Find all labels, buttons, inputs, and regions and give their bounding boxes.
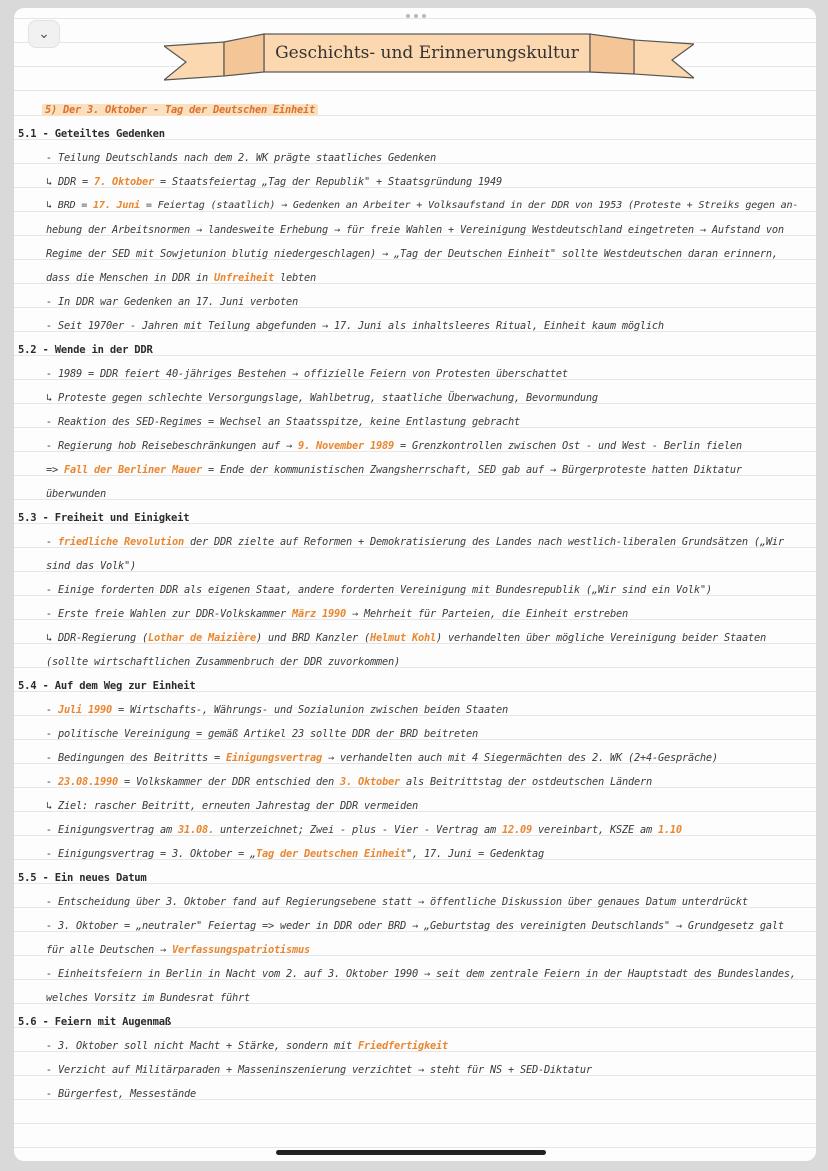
section-heading: 5.3 - Freiheit und Einigkeit [18, 512, 190, 524]
note-text: → Mehrheit für Parteien, die Einheit erstreben [345, 608, 628, 620]
note-line [46, 986, 250, 1010]
note-text: - Einheitsfeiern in Berlin in Nacht vom 2. auf 3. Oktober 1990 → seit dem zentrale Feiern in der Hauptstadt des Bundeslandes, [46, 968, 796, 980]
highlighted-term: 17. Juni [93, 200, 141, 211]
note-line [46, 602, 628, 626]
note-line [46, 650, 400, 674]
note-text: - Einige forderten DDR als eigenen Staat, andere forderten Vereinigung mit Bundesrepublik („Wir sind ein Volk") [46, 584, 712, 596]
note-line [46, 746, 718, 770]
section-heading: 5.5 - Ein neues Datum [18, 872, 147, 884]
note-text: dass die Menschen in DDR in [46, 272, 214, 284]
note-line [46, 818, 682, 842]
note-line [46, 242, 778, 266]
note-text: der DDR zielte auf Reformen + Demokratisierung des Landes nach westlich-liberalen Grundsätzen („Wir [183, 536, 784, 548]
highlighted-term: Helmut Kohl [370, 632, 436, 644]
note-text: → verhandelten auch mit 4 Siegermächten des 2. WK (2+4-Gespräche) [321, 752, 718, 764]
note-text: = Ende der kommunistischen Zwangsherrschaft, SED gab auf → Bürgerproteste hatten Diktatur [201, 464, 742, 476]
highlighted-term: 7. Oktober [94, 176, 154, 188]
note-text: - Erste freie Wahlen zur DDR-Volkskammer [46, 608, 292, 620]
highlighted-term: 31.08. [177, 824, 214, 836]
page-title: Geschichts- und Erinnerungskultur [275, 43, 579, 63]
note-line [46, 314, 664, 338]
note-line [18, 338, 153, 362]
note-line [18, 674, 196, 698]
highlighted-term: Einigungsvertrag [225, 752, 322, 764]
note-line [46, 434, 742, 458]
note-text: - Einigungsvertrag am [46, 824, 178, 836]
note-text: - Teilung Deutschlands nach dem 2. WK prägte staatliches Gedenken [46, 152, 436, 164]
note-line [46, 962, 796, 986]
chevron-down-icon: ⌄ [38, 26, 50, 42]
highlighted-term: 1.10 [657, 824, 682, 836]
highlighted-term: friedliche Revolution [58, 536, 184, 548]
note-line [46, 170, 502, 194]
highlighted-term: Lothar de Maizière [148, 632, 256, 644]
note-line [46, 698, 508, 722]
note-text: - [46, 776, 58, 788]
note-line [46, 890, 748, 914]
note-line [46, 722, 478, 746]
note-text: - Verzicht auf Militärparaden + Masseninszenierung verzichtet → steht für NS + SED-Diktatur [46, 1064, 592, 1076]
note-text: ↳ DDR-Regierung ( [46, 632, 148, 644]
note-text: - 1989 = DDR feiert 40-jähriges Bestehen → offizielle Feiern von Protesten überschattet [46, 368, 568, 380]
highlighted-term: 23.08.1990 [58, 776, 118, 788]
highlighted-term: Unfreiheit [213, 272, 274, 284]
highlighted-term: Verfassungspatriotismus [171, 944, 310, 956]
note-text: (sollte wirtschaftlichen Zusammenbruch der DDR zuvorkommen) [46, 656, 400, 668]
note-line [46, 530, 784, 554]
note-text: - [46, 704, 58, 716]
note-line [46, 842, 544, 866]
note-text: = Wirtschafts-, Währungs- und Sozialunion zwischen beiden Staaten [112, 704, 508, 716]
note-text: - Einigungsvertrag = 3. Oktober = „ [46, 848, 256, 860]
section-heading: 5.4 - Auf dem Weg zur Einheit [18, 680, 196, 692]
note-text: - Entscheidung über 3. Oktober fand auf Regierungsebene statt → öffentliche Diskussion über genaues Datum unterdrückt [46, 896, 748, 908]
highlighted-term: 3. Oktober [339, 776, 400, 788]
note-text: - 3. Oktober = „neutraler" Feiertag => weder in DDR oder BRD → „Geburtstag des vereinigten Deutschlands" → Grundgesetz galt [46, 920, 784, 932]
chapter-heading: 5) Der 3. Oktober - Tag der Deutschen Einheit [42, 104, 318, 116]
note-text: - [46, 536, 58, 548]
note-line [18, 866, 147, 890]
note-text: = Volkskammer der DDR entschied den [118, 776, 340, 788]
note-text: - Regierung hob Reisebeschränkungen auf → [46, 440, 298, 452]
note-line [18, 506, 189, 530]
highlighted-term: Tag der Deutschen Einheit [255, 848, 406, 860]
note-line [46, 386, 598, 410]
note-line [46, 146, 436, 170]
note-text: - In DDR war Gedenken an 17. Juni verboten [46, 296, 298, 308]
highlighted-term: 9. November 1989 [297, 440, 394, 452]
note-line [46, 410, 520, 434]
note-text: als Beitrittstag der ostdeutschen Ländern [399, 776, 652, 788]
note-text: vereinbart, KSZE am [531, 824, 658, 836]
note-line [46, 218, 784, 242]
note-line [18, 1010, 171, 1034]
note-text: ", 17. Juni = Gedenktag [405, 848, 544, 860]
section-heading: 5.1 - Geteiltes Gedenken [18, 128, 165, 140]
highlighted-term: März 1990 [291, 608, 346, 620]
title-banner [164, 24, 694, 84]
highlighted-term: Fall der Berliner Mauer [64, 464, 202, 476]
home-indicator[interactable] [276, 1150, 546, 1155]
note-page [14, 8, 816, 1161]
note-line [46, 794, 418, 818]
note-text: für alle Deutschen → [46, 944, 172, 956]
note-text: ↳ DDR = [46, 176, 94, 188]
note-line [46, 290, 298, 314]
note-text: ) verhandelten über mögliche Vereinigung beider Staaten [436, 632, 766, 644]
note-text: unterzeichnet; Zwei - plus - Vier - Vertrag am [213, 824, 502, 836]
note-text: - politische Vereinigung = gemäß Artikel 23 sollte DDR der BRD beitreten [46, 728, 478, 740]
highlighted-term: Friedfertigkeit [357, 1040, 448, 1052]
highlighted-term: Juli 1990 [58, 704, 112, 716]
note-text: = Grenzkontrollen zwischen Ost - und West - Berlin fielen [393, 440, 742, 452]
note-line [46, 626, 766, 650]
note-text: => [46, 464, 64, 476]
note-text: - Reaktion des SED-Regimes = Wechsel an Staatsspitze, keine Entlastung gebracht [46, 416, 520, 428]
note-text: = Feiertag (staatlich) → Gedenken an Arbeiter + Volksaufstand in der DDR von 1953 (Proteste + Streiks gegen an- [140, 200, 799, 211]
note-line [46, 1058, 592, 1082]
note-line [46, 458, 742, 482]
highlighted-term: 12.09 [501, 824, 532, 836]
note-line [46, 770, 652, 794]
note-text: ↳ BRD = [46, 200, 94, 211]
more-options-icon[interactable] [406, 14, 426, 18]
note-line [46, 482, 106, 506]
note-text: überwunden [46, 488, 106, 500]
note-text: = Staatsfeiertag „Tag der Republik" + Staatsgründung 1949 [154, 176, 502, 188]
note-line [46, 1034, 448, 1058]
note-line [46, 914, 784, 938]
note-text: - Bedingungen des Beitritts = [46, 752, 226, 764]
note-text: - 3. Oktober soll nicht Macht + Stärke, sondern mit [46, 1040, 358, 1052]
note-text: ) und BRD Kanzler ( [256, 632, 370, 644]
note-line [46, 362, 568, 386]
note-line [18, 122, 165, 146]
note-text: sind das Volk") [46, 560, 136, 572]
note-text: hebung der Arbeitsnormen → landesweite Erhebung → für freie Wahlen + Vereinigung Westdeutschland eingetreten → Aufstand von [46, 224, 784, 236]
note-line [46, 266, 316, 290]
note-text: - Seit 1970er - Jahren mit Teilung abgefunden → 17. Juni als inhaltsleeres Ritual, Einheit kaum möglich [46, 320, 664, 332]
note-line [46, 554, 136, 578]
note-line [46, 1082, 196, 1106]
note-line [46, 578, 712, 602]
section-heading: 5.6 - Feiern mit Augenmaß [18, 1016, 172, 1028]
note-text: ↳ Ziel: rascher Beitritt, erneuten Jahrestag der DDR vermeiden [46, 800, 418, 812]
note-line [46, 194, 798, 218]
section-heading: 5.2 - Wende in der DDR [18, 344, 153, 356]
note-text: - Bürgerfest, Messestände [46, 1088, 196, 1100]
note-text: ↳ Proteste gegen schlechte Versorgungslage, Wahlbetrug, staatliche Überwachung, Bevormundung [46, 392, 598, 404]
collapse-button[interactable] [28, 20, 60, 48]
note-text: welches Vorsitz im Bundesrat führt [46, 992, 250, 1004]
note-text: lebten [273, 272, 316, 284]
note-line [42, 98, 318, 122]
note-text: Regime der SED mit Sowjetunion blutig niedergeschlagen) → „Tag der Deutschen Einheit" sollte Westdeutschen daran erinnern, [46, 248, 778, 260]
note-line [46, 938, 310, 962]
